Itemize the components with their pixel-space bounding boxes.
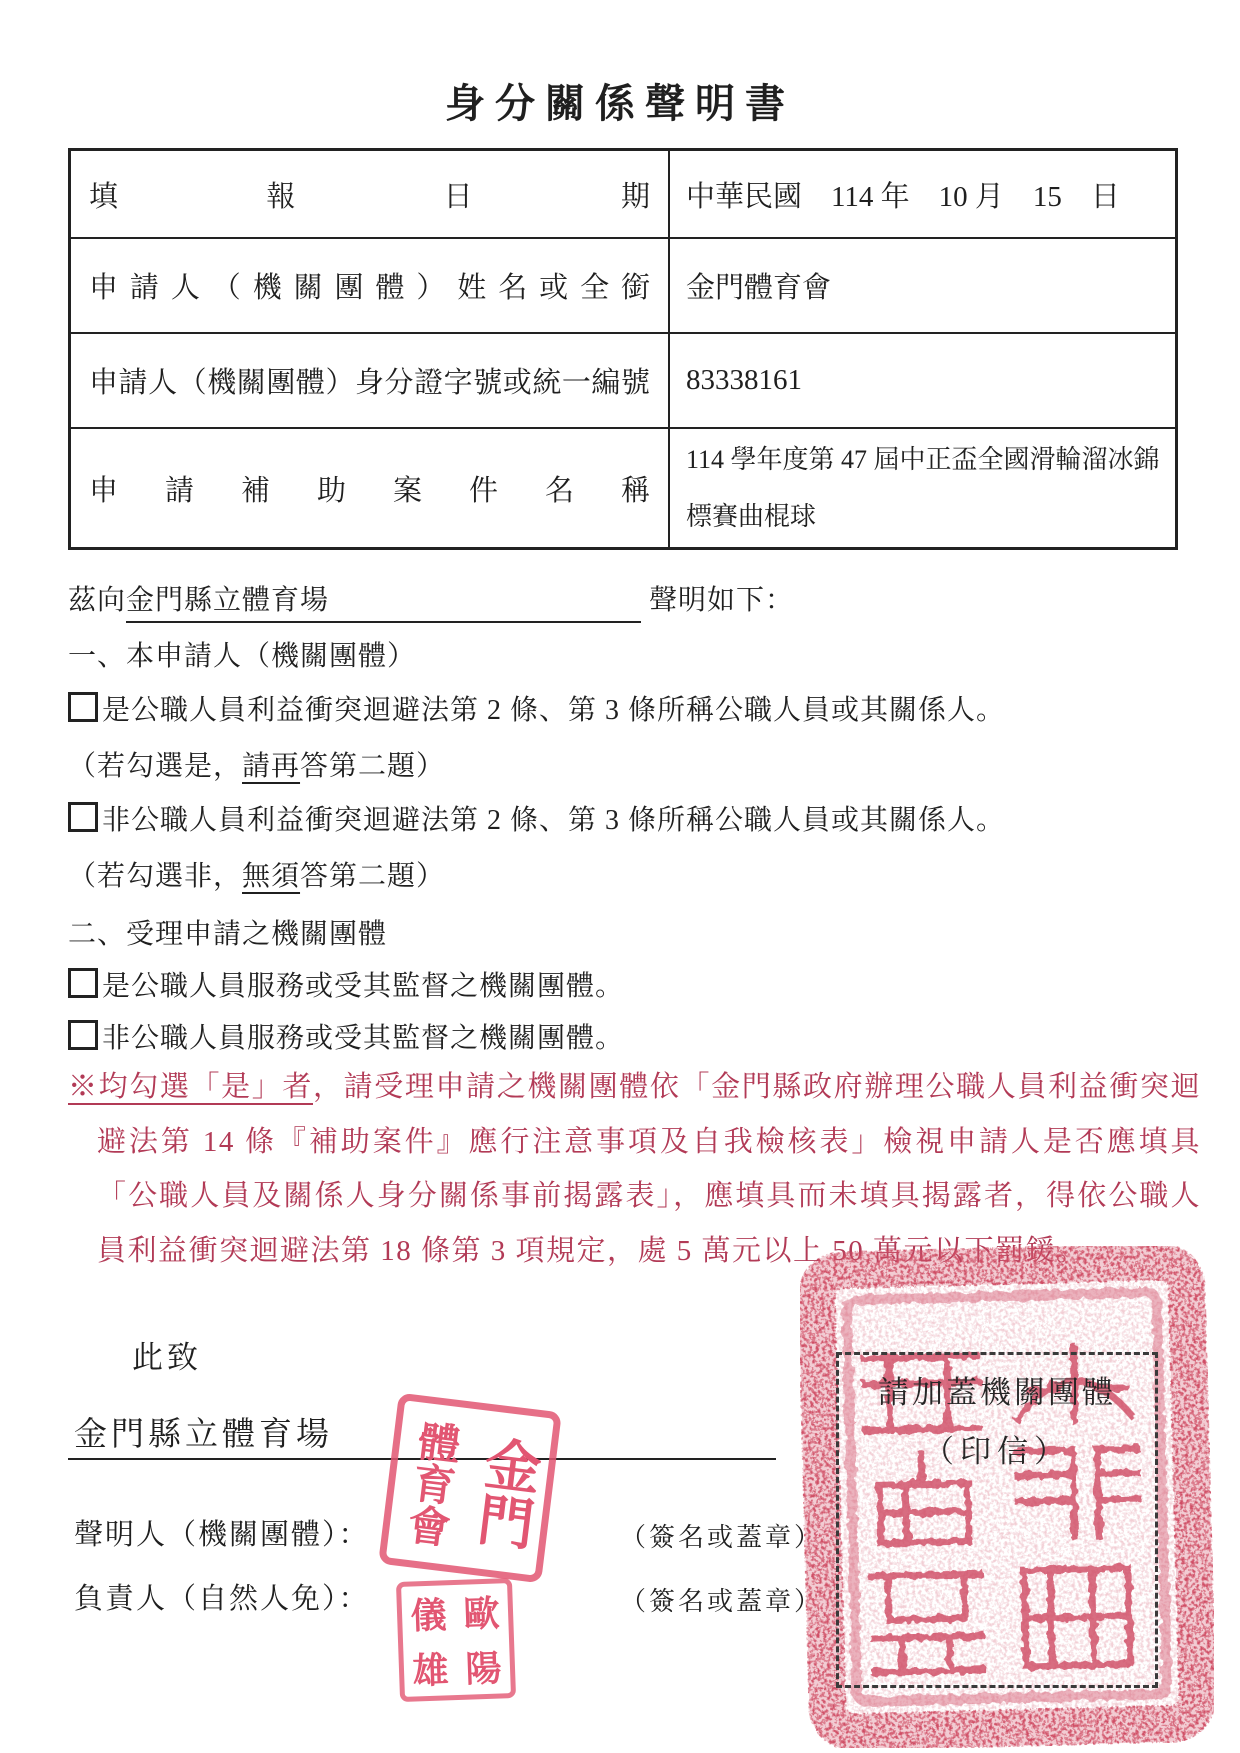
sign-or-seal-hint: （簽名或蓋章） (620, 1523, 824, 1552)
table-row-label: 申請補助案件名稱 (71, 427, 668, 547)
note-if-yes: （若勾選是，請再答第二題） (68, 751, 446, 782)
personal-name-stamp: 儀 歐 雄 陽 (396, 1578, 516, 1702)
page-title: 身分關係聲明書 (445, 81, 795, 126)
penalty-warning: ※均勾選「是」者，請受理申請之機關團體依「金門縣政府辦理公職人員利益衝突迴避法第 14 條『補助案件』應行注意事項及自我檢核表」檢視申請人是否應填具「公職人員及關係人身分關係事前揭露表」，應填具而未填具揭露者，得依公職人員利益衝突迴避法第 18 條第 3 項規定，處 5 萬元以上 50 萬元以下罰鍰。 (68, 1071, 1201, 1267)
org-stamp-left-column: 體育會 (399, 1417, 461, 1549)
table-row-label: 填報日期 (89, 180, 650, 213)
statement-intro: 茲向金門縣立體育場 聲明如下： (68, 578, 794, 623)
section1-title: 一、本申請人（機關團體） (68, 641, 417, 672)
sign-or-seal-hint: （簽名或蓋章） (620, 1587, 824, 1616)
checkbox-applicant-yes[interactable] (68, 692, 98, 722)
seal-placement-box (836, 1352, 1158, 1688)
option-applicant-yes: 是公職人員利益衝突迴避法第 2 條、第 3 條所稱公職人員或其關係人。 (68, 688, 1005, 728)
option-agency-yes: 是公職人員服務或受其監督之機關團體。 (68, 964, 624, 1004)
checkbox-applicant-no[interactable] (68, 802, 98, 832)
responsible-person-label: 負責人（自然人免）： (74, 1583, 370, 1615)
checkbox-agency-no[interactable] (68, 1020, 98, 1050)
table-row-label: 申請人（機關團體）身分證字號或統一編號 (71, 332, 668, 427)
checkbox-agency-yes[interactable] (68, 968, 98, 998)
recipient-name: 金門縣立體育場 (74, 1417, 333, 1453)
recipient-fill-line: 金門縣立體育場 (126, 578, 641, 623)
org-stamp (378, 1393, 562, 1584)
note-if-no: （若勾選非，無須答第二題） (68, 861, 446, 892)
case-name-value: 114 學年度第 47 屆中正盃全國滑輪溜冰錦標賽曲棍球 (668, 427, 1175, 547)
salute: 此致 (132, 1340, 202, 1375)
seal-box-instruction-2: （印信） (923, 1434, 1071, 1469)
section2-title: 二、受理申請之機關團體 (68, 919, 388, 950)
declarant-label: 聲明人（機關團體）： (74, 1519, 370, 1551)
option-agency-no: 非公職人員服務或受其監督之機關團體。 (68, 1016, 624, 1056)
option-applicant-no: 非公職人員利益衝突迴避法第 2 條、第 3 條所稱公職人員或其關係人。 (68, 798, 1005, 838)
applicant-id-value: 83338161 (668, 332, 1175, 427)
header-info-table (68, 148, 1178, 550)
org-stamp-right-column: 金門 (467, 1432, 543, 1552)
fill-date-value: 中華民國 114 年 10 月 15 日 (668, 151, 1175, 237)
seal-box-instruction: 請加蓋機關團體 (878, 1375, 1116, 1410)
table-row-label: 申請人（機關團體）姓名或全銜 (71, 237, 668, 332)
applicant-name-value: 金門體育會 (668, 237, 1175, 332)
